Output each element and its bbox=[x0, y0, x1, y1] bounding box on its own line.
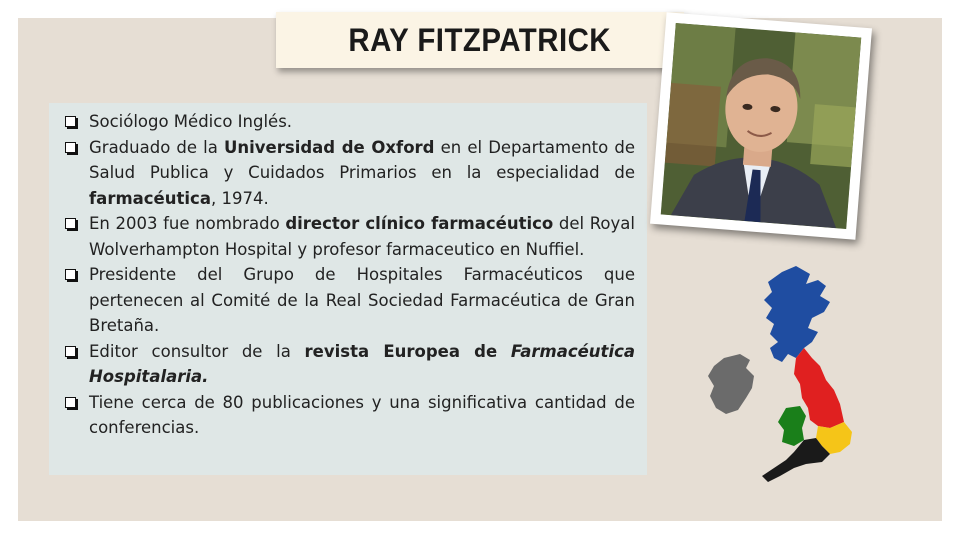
title-box bbox=[276, 12, 684, 68]
bullet-text: Sociólogo Médico Inglés. bbox=[89, 112, 293, 131]
bullet-item bbox=[63, 211, 635, 262]
bullet-item bbox=[63, 390, 635, 441]
checkbox-square-icon bbox=[65, 218, 76, 229]
bullet-text: Editor consultor de la bbox=[89, 341, 305, 361]
checkbox-square-icon bbox=[65, 397, 76, 408]
map-region-scotland bbox=[764, 266, 830, 362]
bullet-text: , 1974. bbox=[210, 188, 269, 208]
bullet-text: Farmacéutica Hospitalaria. bbox=[89, 341, 636, 386]
checkbox-square-icon bbox=[65, 346, 76, 357]
bullet-text: del Royal Wolverhampton Hospital y profesor farmaceutico en Nuffiel. bbox=[89, 214, 635, 259]
bullet-text bbox=[497, 342, 511, 361]
slide-title: RAY FITZPATRICK bbox=[348, 21, 612, 58]
bullet-panel bbox=[49, 103, 647, 475]
portrait-frame bbox=[650, 12, 872, 240]
portrait-photo bbox=[661, 23, 861, 229]
bullet-item bbox=[63, 262, 635, 339]
uk-map bbox=[700, 262, 900, 502]
map-region-ireland bbox=[708, 354, 754, 414]
bullet-list bbox=[63, 109, 635, 441]
bullet-text: en el Departamento de Salud Publica y Cuidados Primarios en la especialidad de bbox=[89, 137, 635, 182]
bullet-text: farmacéutica bbox=[89, 188, 211, 208]
bullet-text: revista Europea de bbox=[304, 341, 498, 361]
bullet-text: Universidad de Oxford bbox=[223, 137, 435, 157]
bullet-text: En 2003 fue nombrado bbox=[89, 214, 286, 233]
bullet-item bbox=[63, 339, 635, 390]
bullet-text: Graduado de la bbox=[89, 137, 224, 157]
bullet-item bbox=[63, 135, 635, 212]
bullet-item bbox=[63, 109, 635, 135]
checkbox-square-icon bbox=[65, 269, 76, 280]
bullet-text: Tiene cerca de 80 publicaciones y una significativa cantidad de conferencias. bbox=[89, 392, 635, 437]
bullet-text: director clínico farmacéutico bbox=[285, 214, 554, 233]
bullet-text: Presidente del Grupo de Hospitales Farmacéuticos que pertenecen al Comité de la Real Sociedad Farmacéutica de Gran Bretaña. bbox=[89, 265, 635, 335]
checkbox-square-icon bbox=[65, 116, 76, 127]
checkbox-square-icon bbox=[65, 142, 76, 153]
map-region-wales bbox=[778, 406, 806, 446]
